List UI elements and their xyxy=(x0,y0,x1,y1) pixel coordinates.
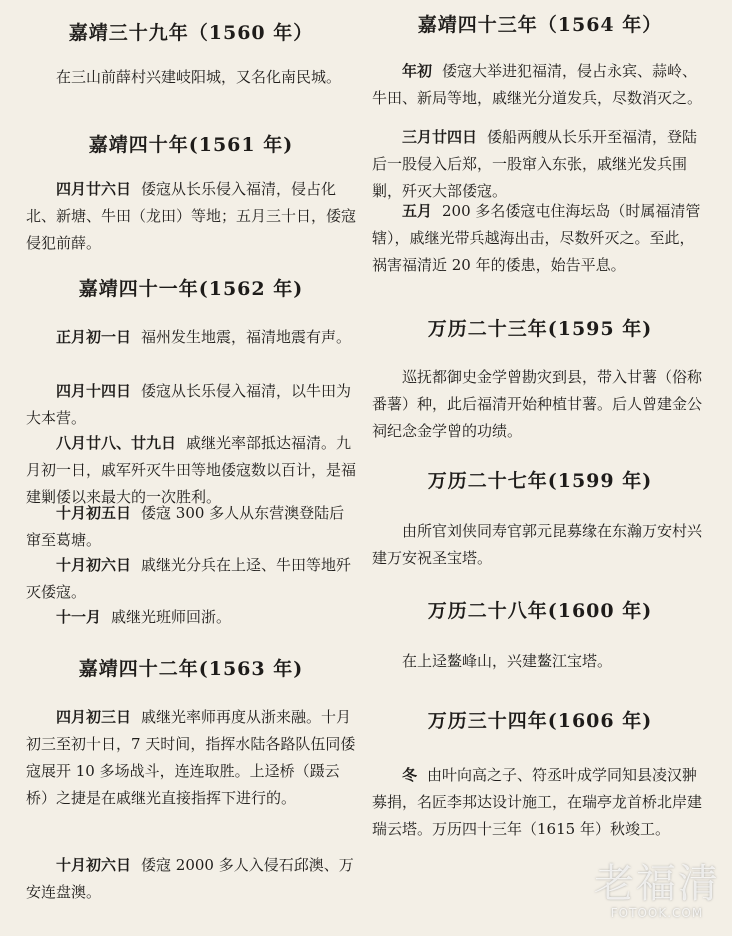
entry-date: 十一月 xyxy=(56,608,102,626)
entry-1595-1 xyxy=(372,364,708,445)
entry-1562-4 xyxy=(26,500,356,554)
watermark-logo-text: 老福清 xyxy=(594,861,720,907)
entry-1562-2 xyxy=(26,378,356,432)
entry-1606-1 xyxy=(372,762,708,843)
entry-date: 四月廿六日 xyxy=(56,180,132,198)
entry-date: 十月初五日 xyxy=(56,504,132,522)
year-heading-1600: 万历二十八年(1600 年) xyxy=(427,600,653,622)
entry-text: 由叶向高之子、符丞叶成学同知县凌汉翀募捐，名匠李邦达设计施工，在瑞亭龙首桥北岸建瑞云塔。万历四十三年（1615 年）秋竣工。 xyxy=(372,766,703,838)
entry-date: 八月廿八、廿九日 xyxy=(56,434,177,452)
entry-1564-2 xyxy=(372,124,708,205)
year-heading-1606: 万历三十四年(1606 年) xyxy=(427,710,653,732)
entry-text: 由所官刘侠同寿官郭元昆募缘在东瀚万安村兴建万安祝圣宝塔。 xyxy=(372,522,703,567)
year-heading-1563: 嘉靖四十二年(1563 年) xyxy=(78,658,304,680)
year-heading-1564: 嘉靖四十三年（1564 年） xyxy=(417,14,663,36)
entry-text: 200 多名倭寇屯住海坛岛（时属福清管辖），戚继光带兵越海出击，尽数歼灭之。至此，祸害福清近 20 年的倭患，始告平息。 xyxy=(372,202,701,274)
entry-text: 倭寇从长乐侵入福清，以牛田为大本营。 xyxy=(26,382,352,427)
entry-text: 巡抚都御史金学曾勘灾到县，带入甘薯（俗称番薯）种，此后福清开始种植甘薯。后人曾建金公祠纪念金学曾的功绩。 xyxy=(372,368,703,440)
entry-1562-1 xyxy=(26,324,356,351)
entry-text: 在上迳鳌峰山，兴建鳌江宝塔。 xyxy=(402,652,613,670)
entry-1560-1 xyxy=(26,64,356,91)
entry-text: 倭寇从长乐侵入福清，侵占化北、新塘、牛田（龙田）等地；五月三十日，倭寇侵犯前薛。 xyxy=(26,180,357,252)
entry-1600-1 xyxy=(372,648,708,675)
watermark xyxy=(594,862,720,920)
entry-1562-5 xyxy=(26,552,356,606)
entry-date: 四月十四日 xyxy=(56,382,132,400)
entry-text: 在三山前薛村兴建岐阳城，又名化南民城。 xyxy=(56,68,342,86)
entry-1564-3 xyxy=(372,198,708,279)
year-heading-1595: 万历二十三年(1595 年) xyxy=(427,318,653,340)
entry-text: 戚继光率部抵达福清。九月初一日，戚军歼灭牛田等地倭寇数以百计，是福建剿倭以来最大的一次胜利。 xyxy=(26,434,357,506)
entry-text: 戚继光班师回浙。 xyxy=(111,608,232,626)
entry-1561-1 xyxy=(26,176,356,257)
entry-1564-1 xyxy=(372,58,708,112)
entry-date: 五月 xyxy=(402,202,433,220)
year-heading-1560: 嘉靖三十九年（1560 年） xyxy=(68,22,314,44)
entry-text: 倭寇 2000 多人入侵石邱澳、万安连盘澳。 xyxy=(26,856,354,901)
entry-date: 四月初三日 xyxy=(56,708,132,726)
watermark-url: FOTOOK.COM xyxy=(610,906,704,920)
entry-text: 倭寇 300 多人从东营澳登陆后窜至葛塘。 xyxy=(26,504,345,549)
entry-1563-1 xyxy=(26,704,356,812)
entry-date: 三月廿四日 xyxy=(402,128,478,146)
entry-date: 十月初六日 xyxy=(56,556,132,574)
year-heading-1562: 嘉靖四十一年(1562 年) xyxy=(78,278,304,300)
entry-date: 年初 xyxy=(402,62,433,80)
entry-date: 正月初一日 xyxy=(56,328,132,346)
entry-text: 戚继光率师再度从浙来融。十月初三至初十日，7 天时间，指挥水陆各路队伍同倭寇展开 10 多场战斗，连连取胜。上迳桥（蹑云桥）之捷是在戚继光直接指挥下进行的。 xyxy=(26,708,356,807)
entry-text: 倭船两艘从长乐开至福清，登陆后一股侵入后郑，一股窜入东张，戚继光发兵围剿，歼灭大部倭寇。 xyxy=(372,128,698,200)
entry-date: 冬 xyxy=(402,766,418,784)
entry-1563-2 xyxy=(26,852,356,906)
year-heading-1599: 万历二十七年(1599 年) xyxy=(427,470,653,492)
entry-1562-3 xyxy=(26,430,356,511)
entry-text: 戚继光分兵在上迳、牛田等地歼灭倭寇。 xyxy=(26,556,352,601)
entry-text: 福州发生地震，福清地震有声。 xyxy=(141,328,352,346)
entry-text: 倭寇大举进犯福清，侵占永宾、蒜岭、牛田、新局等地，戚继光分道发兵，尽数消灭之。 xyxy=(372,62,703,107)
year-heading-1561: 嘉靖四十年(1561 年) xyxy=(88,134,294,156)
entry-date: 十月初六日 xyxy=(56,856,132,874)
entry-1562-6 xyxy=(26,604,356,631)
entry-1599-1 xyxy=(372,518,708,572)
